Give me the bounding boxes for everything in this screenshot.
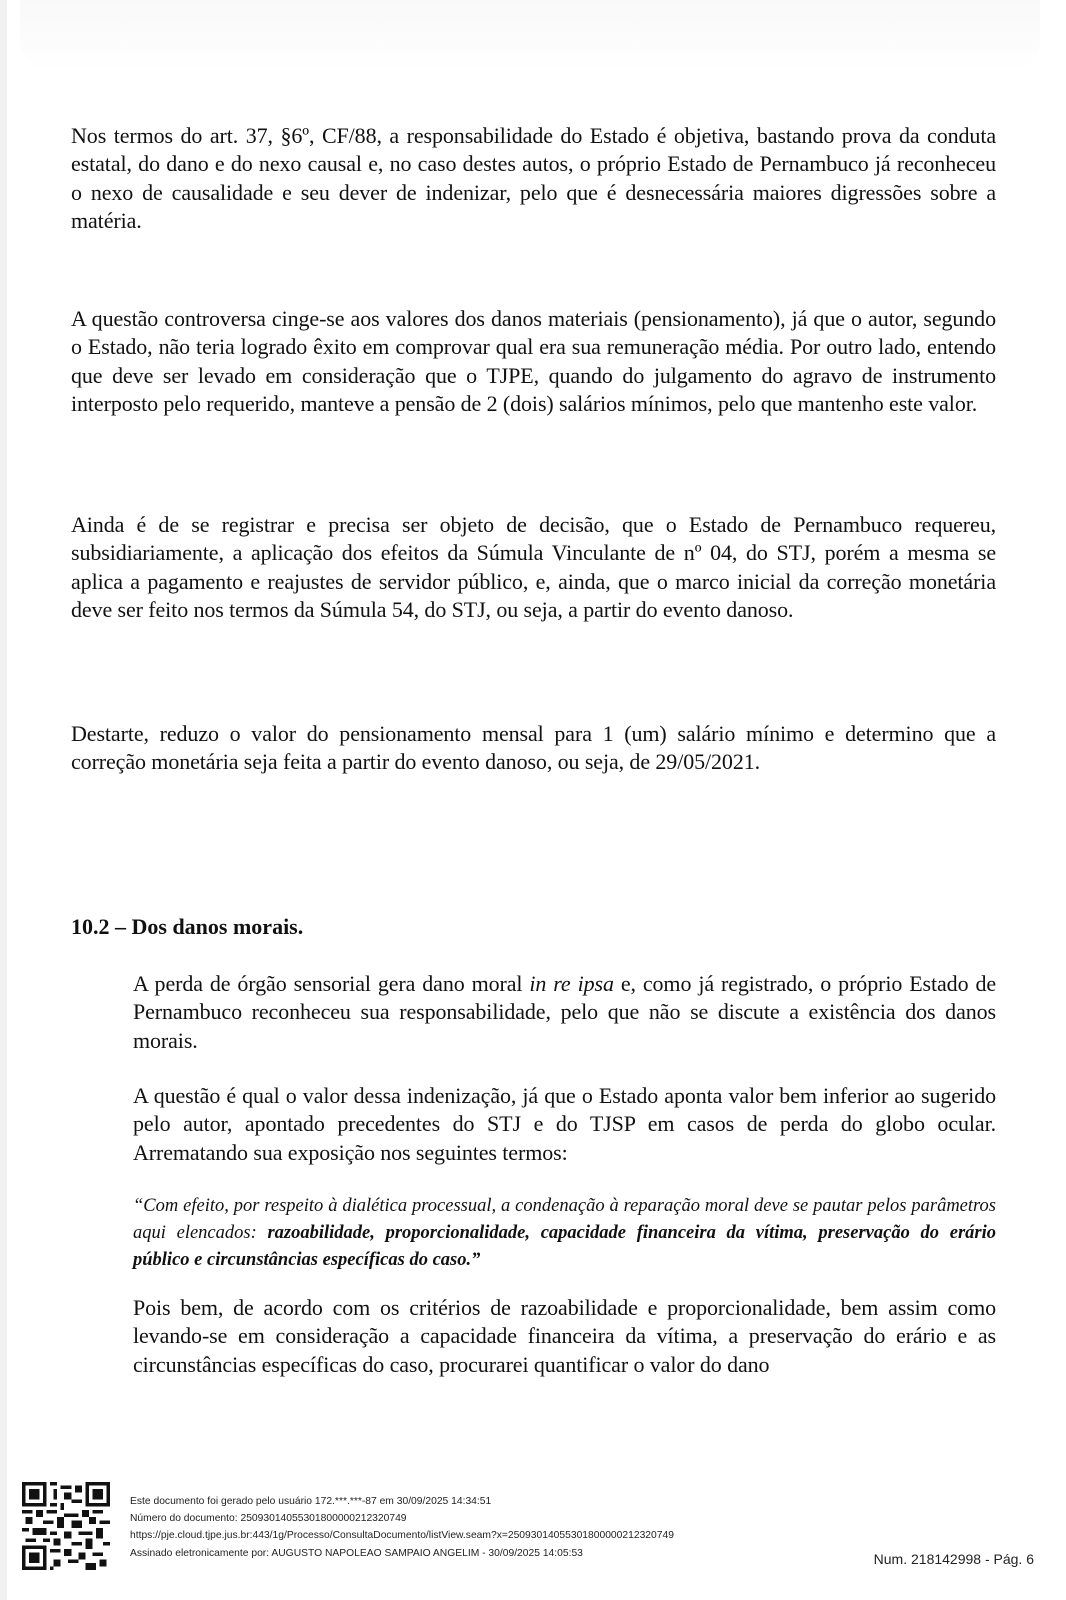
paragraph-sumula: Ainda é de se registrar e precisa ser objeto de decisão, que o Estado de Pernambuco requereu, subsidiariamente, a aplicação dos efeitos da Súmula Vinculante de nº 04, do STJ, porém a mesma se aplica a pagamento e reajustes de servidor público, e, ainda, que o marco inicial da correção monetária deve ser feito nos termos da Súmula 54, do STJ, ou seja, a partir do evento danoso. xyxy=(71,512,996,622)
page-number: Num. 218142998 - Pág. 6 xyxy=(873,1551,1034,1567)
paragraph-pension-reduction: Destarte, reduzo o valor do pensionamento mensal para 1 (um) salário mínimo e determino que a correção monetária seja feita a partir do evento danoso, ou seja, de 29/05/2021. xyxy=(71,721,996,775)
block-quote xyxy=(133,1193,996,1274)
document-footer xyxy=(0,1440,1066,1600)
footer-metadata xyxy=(130,1493,674,1562)
paragraph-moral-damages-2: A questão é qual o valor dessa indenização, já que o Estado aponta valor bem inferior ao sugerido pelo autor, apontado precedentes do STJ e do TJSP em casos de perda do globo ocular. Arrematando sua exposição nos seguintes termos: xyxy=(133,1083,996,1165)
qr-code-icon xyxy=(22,1482,110,1570)
paragraph-material-damages: A questão controversa cinge-se aos valores dos danos materiais (pensionamento), já que o autor, segundo o Estado, não teria logrado êxito em comprovar qual era sua remuneração média. Por outro lado, entendo que deve ser levado em consideração que o TJPE, quando do julgamento do agravo de instrumento interposto pelo requerido, manteve a pensão de 2 (dois) salários mínimos, pelo que mantenho este valor. xyxy=(71,306,996,416)
section-heading-moral-damages: 10.2 – Dos danos morais. xyxy=(71,914,304,939)
text-run: e, como já registrado, o próprio Estado de Pernambuco reconheceu sua responsabilidade, pelo que não se discute a existência dos danos morais. xyxy=(133,971,997,1053)
footer-generated-by: Este documento foi gerado pelo usuário 172.***.***-87 em 30/09/2025 14:34:51 xyxy=(130,1496,492,1507)
paragraph-objective-liability: Nos termos do art. 37, §6º, CF/88, a responsabilidade do Estado é objetiva, bastando prova da conduta estatal, do dano e do nexo causal e, no caso destes autos, o próprio Estado de Pernambuco já reconheceu o nexo de causalidade e seu dever de indenizar, pelo que é desnecessária maiores digressões sobre a matéria. xyxy=(71,123,996,233)
footer-document-number: Número do documento: 25093014055301800000212320749 xyxy=(130,1513,407,1525)
italic-latin-term: in re ipsa xyxy=(529,971,614,996)
footer-document-url[interactable]: https://pje.cloud.tjpe.jus.br:443/1g/Processo/ConsultaDocumento/listView.seam?x=25093014055301800000212320749 xyxy=(130,1530,674,1542)
footer-signed-by: Assinado eletronicamente por: AUGUSTO NAPOLEAO SAMPAIO ANGELIM - 30/09/2025 14:05:53 xyxy=(130,1547,583,1559)
page-left-edge xyxy=(0,0,7,1600)
paragraph-moral-damages-1 xyxy=(133,970,996,1055)
quote-bold-text: razoabilidade, proporcionalidade, capacidade financeira da vítima, preservação do erário público e circunstâncias específicas do caso.” xyxy=(133,1223,997,1270)
blurred-header-area xyxy=(20,0,1040,70)
text-run: A perda de órgão sensorial gera dano moral xyxy=(133,971,530,996)
quote-text: “Com efeito, por respeito à dialética processual, a condenação à reparação moral deve se pautar pelos parâmetros aqui elencados: xyxy=(133,1196,996,1243)
paragraph-moral-damages-3: Pois bem, de acordo com os critérios de razoabilidade e proporcionalidade, bem assim como levando-se em consideração a capacidade financeira da vítima, a preservação do erário e as circunstâncias específicas do caso, procurarei quantificar o valor do dano xyxy=(133,1295,996,1377)
